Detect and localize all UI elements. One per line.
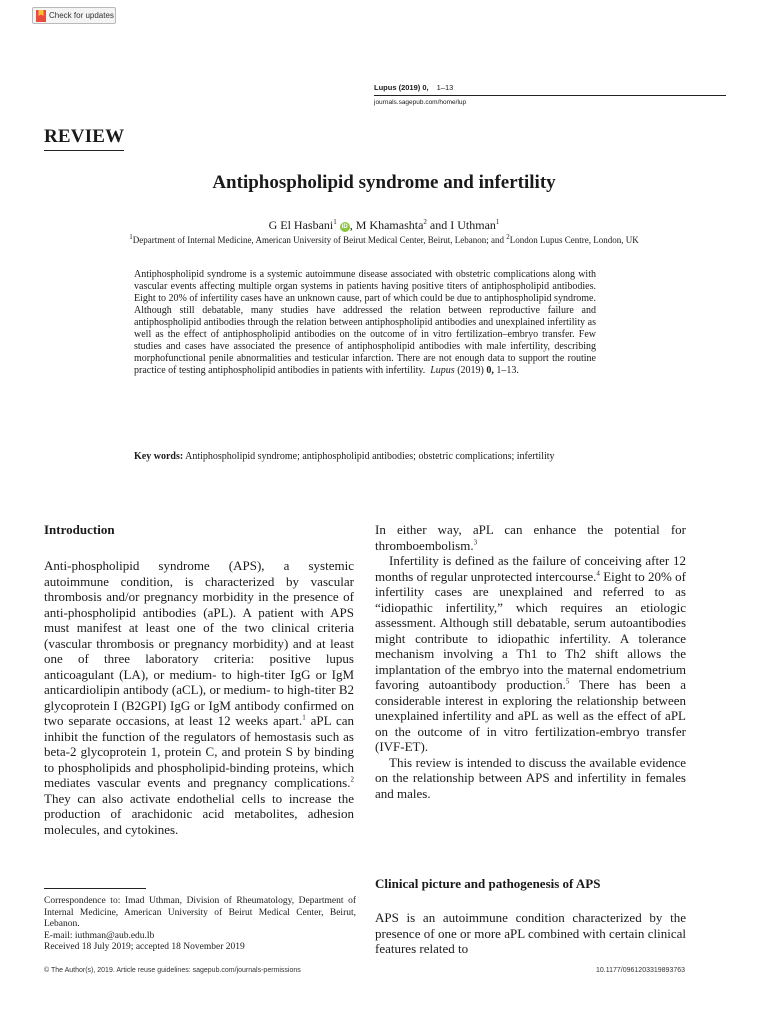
author-2[interactable]: , M Khamashta (349, 218, 424, 232)
right-paragraph-4: APS is an autoimmune condition characterized by the presence of one or more aPL combined with certain clinical features related to (375, 910, 686, 956)
right-text-2a: Infertility is defined as the failure of conceiving after 12 months of regular unprotected intercourse. (375, 553, 686, 584)
intro-paragraph (44, 558, 354, 837)
correspondence-text: Correspondence to: Imad Uthman, Division of Rheumatology, Department of Internal Medicine, American University of Beirut Medical Center, Beirut, Lebanon. (44, 896, 356, 929)
abstract-cite-year: (2019) (454, 365, 487, 376)
abstract (134, 269, 596, 377)
author-1-affil: 1 (333, 218, 337, 226)
citation-1[interactable]: 1 (302, 713, 306, 722)
abstract-cite-journal: Lupus (430, 365, 455, 376)
right-column-body (375, 522, 686, 801)
check-for-updates-label: Check for updates (49, 11, 114, 20)
copyright-line: © The Author(s), 2019. Article reuse guidelines: sagepub.com/journals-permissions (44, 967, 301, 974)
author-list (0, 218, 768, 233)
doi[interactable]: 10.1177/0961203319893763 (596, 967, 686, 974)
journal-citation-line (374, 83, 726, 96)
right-text-2b: Eight to 20% of infertility cases are unexplained and referred to as “idiopathic infertility,” which requires an etiologic assessment. Although still debatable, serum autoantibodies might contribute to idiopathic infertility. A tolerance mechanism involving a Th1 to Th2 shift allows the implantation of the embryo into the maternal endometrium favoring autoantibody production. (375, 568, 686, 692)
footnote-divider (44, 888, 146, 889)
intro-text-2: aPL can inhibit the function of the regulators of hemostasis such as beta-2 glycoprotein 1, protein C, and protein S by binding to phospholipids and phospholipid-binding proteins, which mediates vascular events and pregnancy complications. (44, 713, 355, 790)
abstract-cite-volume: 0, (486, 365, 494, 376)
orcid-icon[interactable]: iD (341, 224, 348, 230)
article-title: Antiphospholipid syndrome and infertility (212, 172, 556, 193)
introduction-heading: Introduction (44, 522, 115, 537)
citation-4[interactable]: 4 (596, 569, 600, 578)
intro-text-3: They can also activate endothelial cells to increase the production of arachidonic acid metabolites, adhesion molecules, and cytokines. (44, 790, 354, 837)
journal-name: Lupus (2019) 0, (374, 83, 429, 92)
citation-5[interactable]: 5 (565, 677, 570, 686)
author-3[interactable]: and I Uthman (426, 218, 496, 232)
right-paragraph-3: This review is intended to discuss the available evidence on the relationship between APS and infertility in females and males. (375, 754, 686, 801)
intro-text-1: Anti-phospholipid syndrome (APS), a systemic autoimmune condition, is characterized by vascular thrombosis and/or pregnancy morbidity in the presence of anti-phospholipid antibodies (aPL). A patient with APS must manifest at least one of the two clinical criteria (vascular thrombosis or pregnancy morbidity) and at least one of three laboratory criteria: positive lupus anticoagulant (LA), or medium- to high-titer IgG or IgM anticardiolipin antibody (aCL), or medium- to high-titer B2 glycoprotein I (B2GPI) IgG or IgM antibody confirmed on two separate occasions, at least 12 weeks apart. (44, 558, 354, 728)
received-dates: Received 18 July 2019; accepted 18 November 2019 (44, 942, 245, 952)
affil-2-marker: 2 (506, 233, 510, 241)
right-paragraph-2 (375, 553, 686, 755)
affil-1-text: Department of Internal Medicine, American University of Beirut Medical Center, Beirut, Lebanon; and (132, 235, 507, 245)
keywords-label: Key words: (134, 451, 184, 462)
abstract-text: Antiphospholipid syndrome is a systemic autoimmune disease associated with obstetric complications along with vascular events affecting multiple organ systems in patients having positive titers of antiphospholipid antibodies. Eight to 20% of infertility cases have an unknown cause, part of which could be due to antiphospholipid syndrome. Although still debatable, many studies have addressed the relation between reproductive failure and antiphospholipid antibodies through the relation between antiphospholipid antibodies and unexplained infertility as well as the effect of antiphospholipid antibodies on the outcome of in vitro fertilization–embryo transfer. Few studies and cases have associated the presence of antiphospholipid antibodies with male infertility, describing morphofunctional penile abnormalities and testicular infarction. There are not enough data to support the routine practice of testing antiphospholipid antibodies in patients with infertility. (134, 269, 596, 376)
affil-2-text: London Lupus Centre, London, UK (509, 235, 639, 245)
journal-header (374, 83, 726, 106)
abstract-cite-pages: 1–13. (493, 365, 519, 376)
bookmark-update-icon (36, 10, 46, 22)
correspondence-email[interactable]: E-mail: iuthman@aub.edu.lb (44, 930, 155, 941)
section-label: REVIEW (44, 126, 124, 151)
left-column-body (44, 558, 354, 837)
keywords (134, 451, 596, 463)
right-text-1: In either way, aPL can enhance the potential for thromboembolism. (375, 522, 686, 553)
journal-pages: 1–13 (436, 83, 454, 92)
author-1[interactable]: G El Hasbani (268, 218, 334, 232)
keywords-text: Antiphospholipid syndrome; antiphospholipid antibodies; obstetric complications; infertility (183, 451, 555, 462)
check-for-updates-badge[interactable] (32, 7, 116, 24)
clinical-picture-heading: Clinical picture and pathogenesis of APS (375, 876, 601, 891)
affiliations (0, 235, 768, 245)
journal-url[interactable]: journals.sagepub.com/home/lup (374, 99, 467, 106)
author-3-affil: 1 (495, 218, 500, 226)
citation-3[interactable]: 3 (473, 538, 478, 547)
correspondence-footnote (44, 896, 356, 954)
citation-2[interactable]: 2 (350, 775, 354, 784)
affil-1-marker: 1 (129, 233, 133, 241)
right-text-2c: There has been a considerable interest in exploring the relationship between unexplained infertility and aPL as well as the effect of aPL on the outcome of in vitro fertilization-embryo transfer (IVF-ET). (375, 677, 686, 754)
author-2-affil: 2 (423, 218, 427, 226)
right-paragraph-1 (375, 522, 686, 553)
